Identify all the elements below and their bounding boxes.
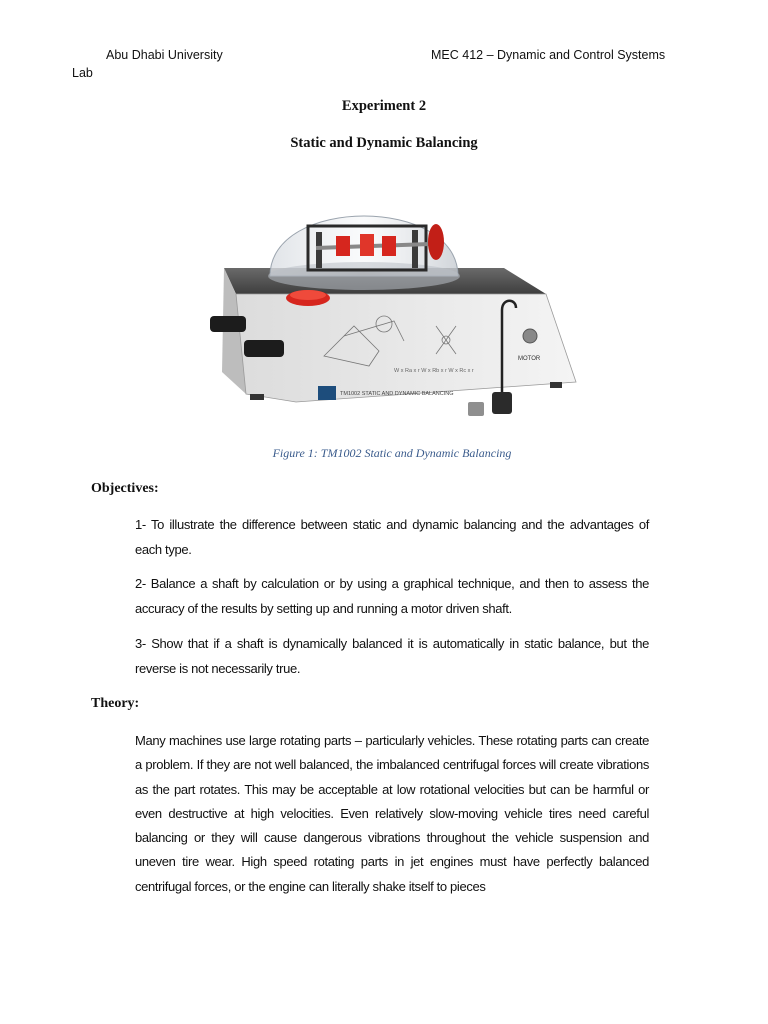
theory-heading: Theory: xyxy=(91,696,140,711)
header-course: MEC 412 – Dynamic and Control Systems xyxy=(431,48,666,62)
svg-text:W x Ra x r W x Rb x r W x Rc: W x Ra x r W x Rb x r W x Rc x r xyxy=(394,368,474,374)
page-header xyxy=(0,46,768,86)
pulley xyxy=(428,224,444,260)
experiment-subtitle: Static and Dynamic Balancing xyxy=(290,135,478,151)
foot-right xyxy=(550,382,562,388)
handle-lower xyxy=(244,340,284,357)
svg-text:TM1002 STATIC AND DYNAMIC BALA: TM1002 STATIC AND DYNAMIC BALANCING xyxy=(340,391,454,397)
objective-2: 2- Balance a shaft by calculation or by using a graphical technique, and then to assess the accuracy of the results by setting up and running a motor driven shaft. xyxy=(135,576,649,616)
mass-2 xyxy=(360,234,374,256)
motor-switch xyxy=(523,329,537,343)
svg-text:MOTOR: MOTOR xyxy=(518,356,541,362)
figure-caption: Figure 1: TM1002 Static and Dynamic Balancing xyxy=(272,446,512,460)
objective-3: 3- Show that if a shaft is dynamically balanced it is automatically in static balance, but the reverse is not necessarily true. xyxy=(135,636,649,676)
objective-1: 1- To illustrate the difference between static and dynamic balancing and the advantages of each type. xyxy=(135,517,649,557)
mass-3 xyxy=(382,236,396,256)
base-front-panel xyxy=(236,294,576,402)
weight-small xyxy=(468,402,484,416)
foot-left xyxy=(250,394,264,400)
theory-paragraph: Many machines use large rotating parts – particularly vehicles. These rotating parts can create a problem. If they are not well balanced, the imbalanced centrifugal forces will create vibrations as the part rotates. This may be acceptable at low rotational velocities but can be harmful or even destructive at high velocities. Even relatively slow-moving vehicle tires need careful balancing or they will cause dangerous vibrations throughout the vehicle suspension and uneven tire wear. High speed rotating parts in jet engines must have perfectly balanced centrifugal forces, or the engine can literally shake itself to pieces xyxy=(135,733,649,894)
brand-logo xyxy=(318,386,336,400)
dome-rim xyxy=(268,262,460,290)
header-course-continuation: Lab xyxy=(72,66,93,80)
mass-1 xyxy=(336,236,350,256)
experiment-title: Experiment 2 xyxy=(341,98,427,114)
weight-large xyxy=(492,392,512,414)
balancing-apparatus-photo xyxy=(204,176,580,426)
handle-upper xyxy=(210,316,246,332)
objectives-heading: Objectives: xyxy=(91,481,159,496)
header-university: Abu Dhabi University xyxy=(106,48,223,62)
